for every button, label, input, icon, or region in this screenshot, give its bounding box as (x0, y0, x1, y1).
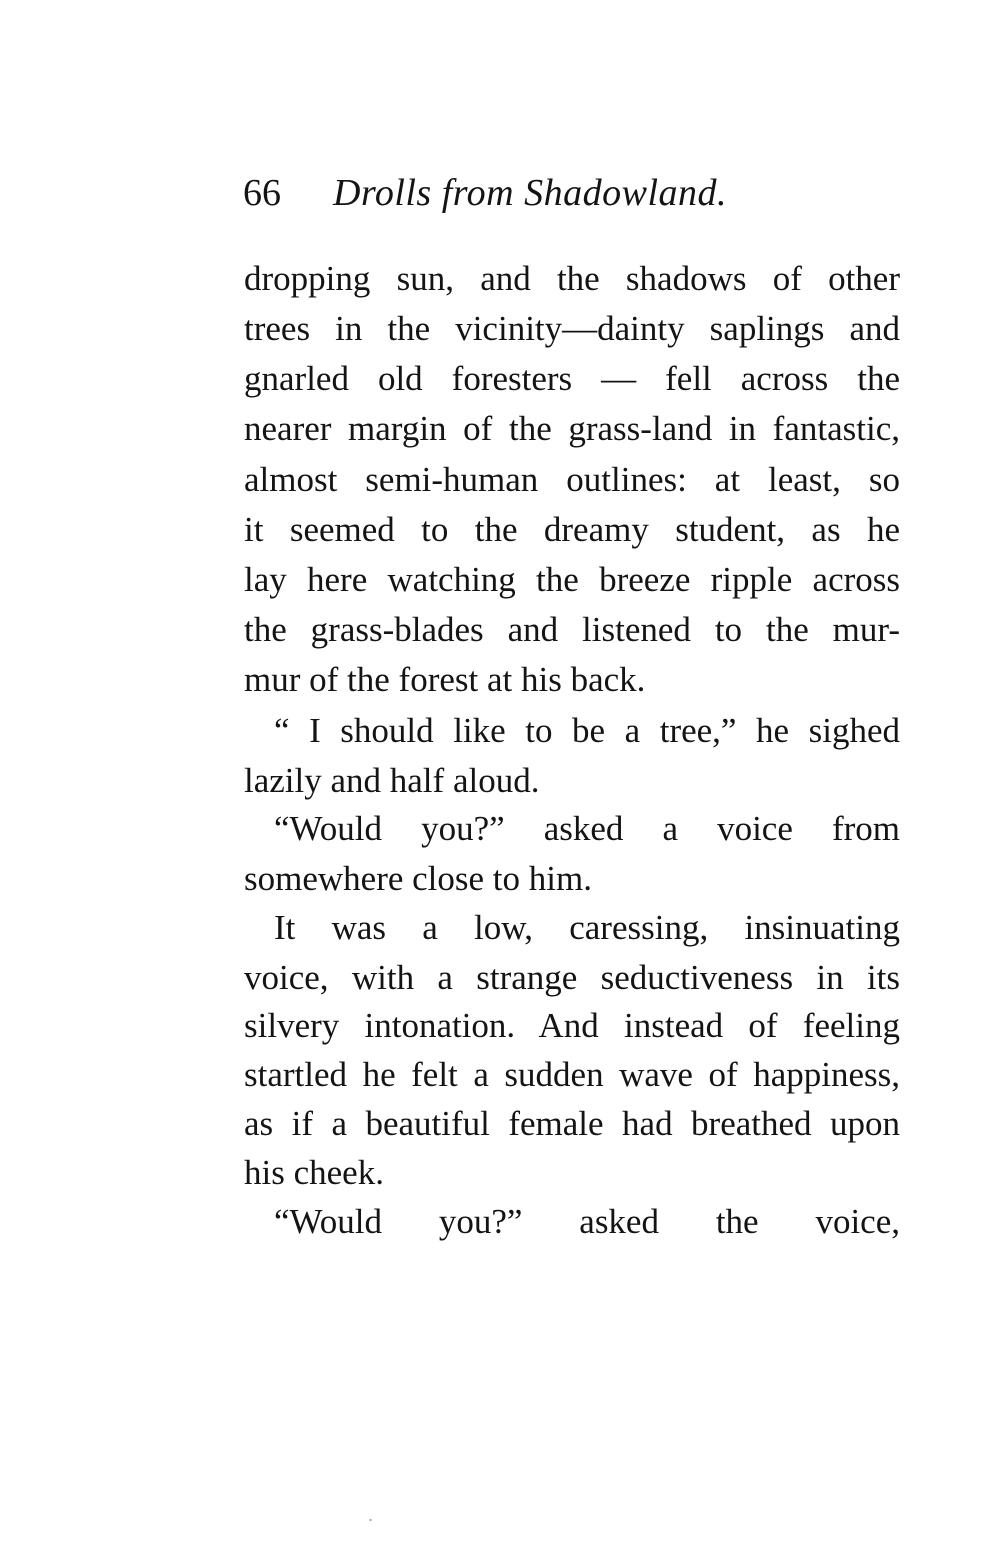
text-line: silvery intonation. And instead of feeling (244, 1006, 900, 1045)
text-line: startled he felt a sudden wave of happiness, (244, 1055, 900, 1094)
running-title: Drolls from Shadowland. (333, 172, 728, 214)
text-line: almost semi-human outlines: at least, so (244, 460, 900, 499)
text-line: nearer margin of the grass-land in fantastic, (244, 409, 900, 448)
text-line: lay here watching the breeze ripple across (244, 560, 900, 599)
text-line: mur of the forest at his back. (244, 660, 646, 699)
text-line: “Would you?” asked a voice from (274, 809, 900, 848)
text-line: voice, with a strange seductiveness in its (244, 958, 900, 997)
text-line: lazily and half aloud. (244, 761, 540, 800)
running-header (243, 168, 903, 218)
text-line: “Would you?” asked the voice, (274, 1202, 900, 1241)
text-line: his cheek. (244, 1153, 384, 1192)
text-line: dropping sun, and the shadows of other (244, 259, 900, 298)
text-line: it seemed to the dreamy student, as he (244, 510, 900, 549)
text-line: trees in the vicinity—dainty saplings and (244, 309, 900, 348)
page-number: 66 (243, 172, 281, 214)
text-line: gnarled old foresters — fell across the (244, 359, 900, 398)
text-line: as if a beautiful female had breathed upon (244, 1104, 900, 1143)
text-line: “ I should like to be a tree,” he sighed (274, 711, 900, 750)
text-line: somewhere close to him. (244, 859, 592, 898)
text-line: It was a low, caressing, insinuating (274, 908, 900, 947)
print-speck (369, 1519, 372, 1521)
text-line: the grass-blades and listened to the mur- (244, 610, 900, 649)
